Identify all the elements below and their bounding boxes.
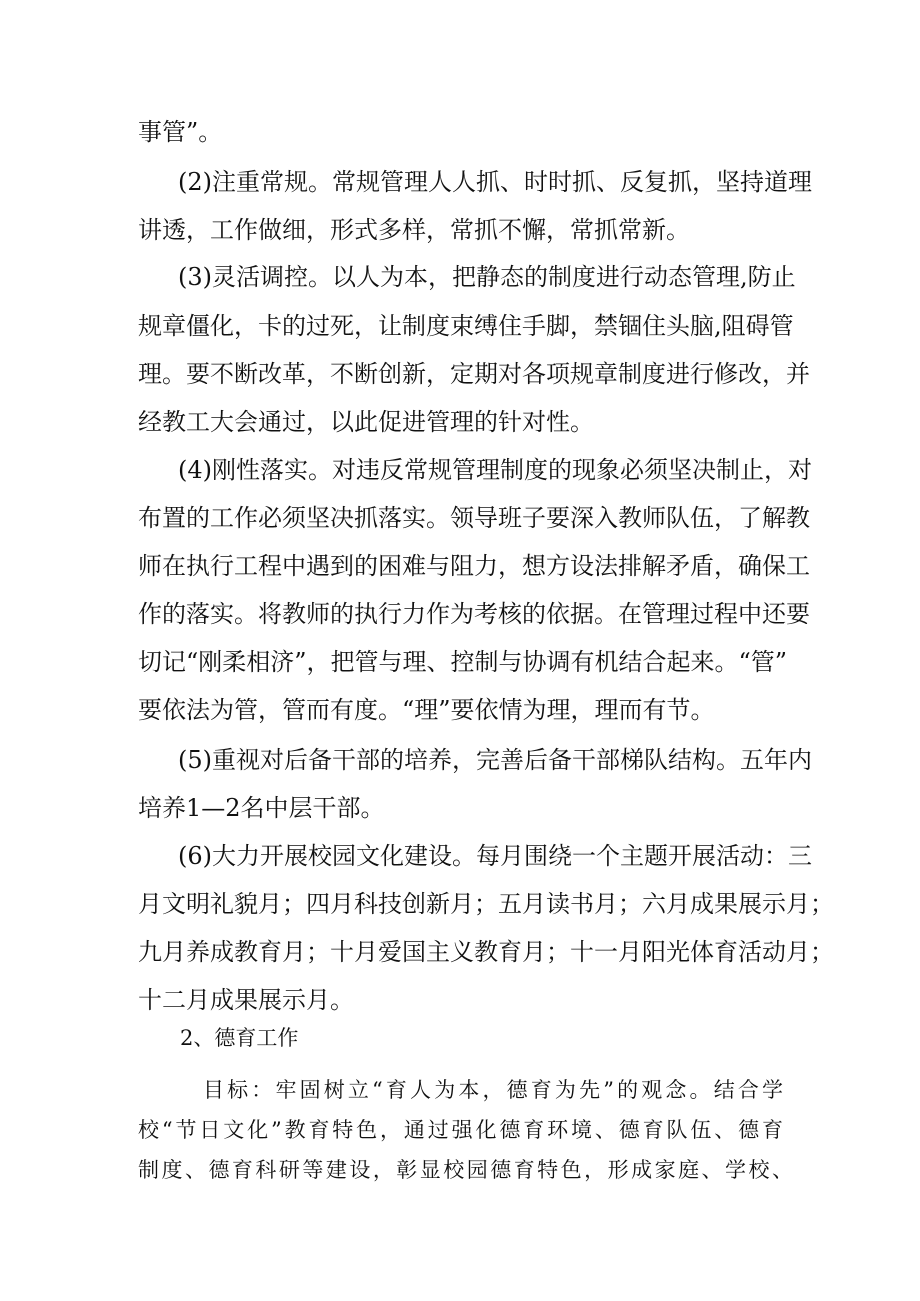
- text-line: [0, 306, 920, 346]
- line-text: (6)大力开展校园文化建设。每月围绕一个主题开展活动：三: [178, 842, 812, 870]
- line-text: 作的落实。将教师的执行力作为考核的依据。在管理过程中还要: [138, 600, 810, 628]
- line-text: (2)注重常规。常规管理人人抓、时时抓、反复抓，坚持道理: [178, 168, 812, 196]
- line-text: 切记“刚柔相济”，把管与理、控制与协调有机结合起来。“管”: [138, 648, 788, 676]
- text-line: [0, 740, 920, 780]
- line-text: 布置的工作必须坚决抓落实。领导班子要深入教师队伍，了解教: [138, 504, 810, 532]
- line-text: (3)灵活调控。以人为本，把静态的制度进行动态管理,防止: [178, 263, 796, 291]
- text-line: [0, 690, 920, 730]
- line-text: 经教工大会通过，以此促进管理的针对性。: [138, 408, 594, 436]
- text-line: [0, 980, 920, 1020]
- section-heading-text: 2、德育工作: [180, 1026, 299, 1050]
- line-text: 要依法为管，管而有度。“理”要依情为理，理而有节。: [138, 696, 715, 724]
- text-line: [0, 546, 920, 586]
- text-line: [0, 450, 920, 490]
- line-text: 校“节日文化”教育特色，通过强化德育环境、德育队伍、德育: [138, 1118, 783, 1142]
- line-text: (5)重视对后备干部的培养，完善后备干部梯队结构。五年内: [178, 746, 812, 774]
- text-line: [0, 1110, 920, 1150]
- line-text: 目标：牢固树立“育人为本，德育为先”的观念。结合学: [203, 1078, 783, 1102]
- line-text: 月文明礼貌月；四月科技创新月；五月读书月；六月成果展示月；: [138, 890, 834, 918]
- line-text: 理。要不断改革，不断创新，定期对各项规章制度进行修改，并: [138, 360, 810, 388]
- text-line: [0, 1150, 920, 1190]
- line-text: 制度、德育科研等建设，彰显校园德育特色，形成家庭、学校、: [138, 1158, 793, 1182]
- text-line: [0, 210, 920, 250]
- text-line: [0, 354, 920, 394]
- text-line: [0, 788, 920, 828]
- line-text: 规章僵化，卡的过死，让制度束缚住手脚，禁锢住头脑,阻碍管: [138, 312, 794, 340]
- line-text: 培养1—2名中层干部。: [138, 794, 385, 822]
- text-line: [0, 594, 920, 634]
- text-line: [0, 162, 920, 202]
- section-heading: [0, 1018, 920, 1058]
- line-text: 十二月成果展示月。: [138, 986, 354, 1014]
- text-line: [0, 884, 920, 924]
- text-line: [0, 498, 920, 538]
- line-text: 事管”。: [138, 118, 223, 146]
- line-text: 讲透，工作做细，形式多样，常抓不懈，常抓常新。: [138, 216, 690, 244]
- line-text: (4)刚性落实。对违反常规管理制度的现象必须坚决制止，对: [178, 456, 812, 484]
- text-line: [0, 402, 920, 442]
- text-line: [0, 932, 920, 972]
- text-line: [0, 1070, 920, 1110]
- text-line: [0, 112, 920, 152]
- line-text: 师在执行工程中遇到的困难与阻力，想方设法排解矛盾，确保工: [138, 552, 810, 580]
- text-line: [0, 836, 920, 876]
- text-line: [0, 642, 920, 682]
- line-text: 九月养成教育月；十月爱国主义教育月；十一月阳光体育活动月；: [138, 938, 834, 966]
- text-line: [0, 257, 920, 297]
